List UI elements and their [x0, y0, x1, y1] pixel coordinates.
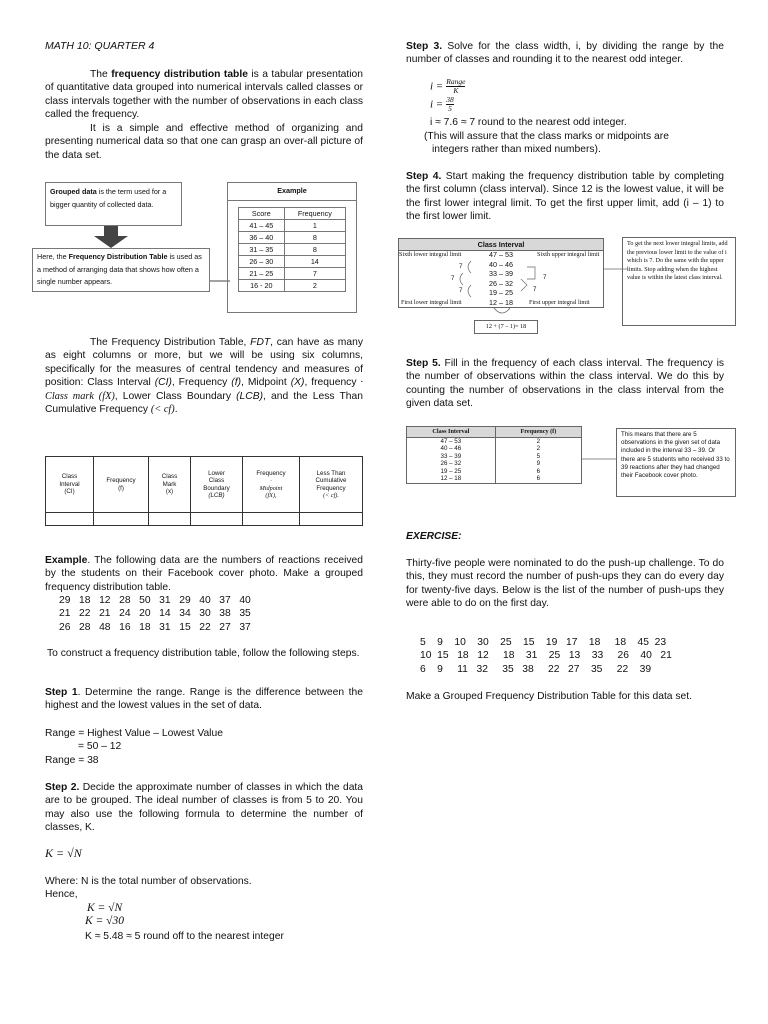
step5-connector	[582, 456, 616, 462]
page-title: MATH 10: QUARTER 4	[45, 40, 155, 52]
data-row: 26 28 48 16 18 31 15 22 27 37	[59, 621, 251, 633]
class-interval-item: 26 – 32	[489, 278, 513, 288]
frequency-cell: 1	[284, 220, 345, 232]
interval-cell: 47 – 53	[407, 437, 496, 445]
table-row	[407, 468, 582, 476]
step-seven: 7	[533, 286, 537, 293]
frequency-cell: 9	[495, 460, 581, 468]
k-result: K ≈ 5.48 ≈ 5 round off to the nearest integer	[85, 931, 284, 942]
fdt-explain-box: Here, the Frequency Distribution Table is used as a method of arranging data that shows how often a single number appears.	[32, 248, 210, 292]
score-cell: 36 – 40	[239, 232, 285, 244]
frequency-header: Frequency	[284, 208, 345, 220]
table-row	[239, 256, 346, 268]
first-upper-label: First upper integral limit	[529, 299, 590, 306]
score-cell: 21 – 25	[239, 268, 285, 280]
frequency-cell: 2	[495, 445, 581, 453]
class-interval-item: 40 – 46	[489, 259, 513, 269]
intro-paragraph-2: It is a simple and effective method of organizing and presenting numerical data so that one can grasp an over-all picture of the data set.	[45, 123, 363, 161]
step4-note-box: To get the next lower integral limits, add the previous lower limit to the value of i which is 7. Do the same with the upper limits. Stop adding when the highest value is within the latest class interval.	[622, 237, 736, 326]
class-interval-header: Class Interval	[399, 239, 603, 251]
sixth-lower-label: Sixth lower integral limit	[399, 251, 462, 258]
example-title: Example	[228, 183, 356, 201]
data-row: 10 15 18 12 18 31 25 13 33 26 40 21	[420, 650, 672, 662]
note-connector	[604, 258, 624, 276]
step3-paragraph: Step 3. Solve for the class width, i, by dividing the range by the number of classes and rounding it to the nearest odd integer.	[406, 41, 724, 66]
frequency-header: Frequency (f)	[495, 427, 581, 438]
step2-paragraph: Step 2. Decide the approximate number of classes in which the data are to be grouped. The ideal number of classes is from 5 to 20. You may also use the following formula to determine the number of classes, K.	[45, 782, 364, 834]
step-seven: 7	[543, 274, 547, 281]
frequency-cell: 8	[284, 232, 345, 244]
score-cell: 26 – 30	[239, 256, 285, 268]
exercise-title: EXERCISE:	[406, 531, 462, 542]
step-seven: 7	[459, 263, 463, 270]
class-interval-item: 12 – 18	[489, 297, 513, 307]
table-row	[407, 460, 582, 468]
interval-header: Class Interval	[407, 427, 496, 438]
hence-text: Hence,	[45, 889, 78, 900]
exercise-data	[420, 636, 672, 676]
step-seven: 7	[459, 287, 463, 294]
table-row	[407, 475, 582, 483]
data-row: 6 9 11 32 35 38 22 27 35 22 39	[420, 663, 652, 675]
fdt-description: The Frequency Distribution Table, FDT, can have as many as eight columns or more, but we will be using six columns, specifically for the measures of central tendency and measures of position: Class Interval (CI), Frequency (f), Midpoint (X), frequency · Class mark (fX), Lower Class Boundary (LCB), and the Less Than Cumulative Frequency (< cf).	[45, 337, 363, 416]
i-note: (This will assure that the class marks or midpoints are integers rather than mixed numbers).	[424, 131, 669, 156]
col-frequency: Frequency (f)	[94, 457, 149, 513]
intro-paragraph: The frequency distribution table is a tabular presentation of quantitative data grouped into numerical intervals called classes or class intervals together with the number of observations in each class called the frequency.	[45, 69, 364, 121]
interval-cell: 33 – 39	[407, 453, 496, 461]
table-row	[407, 437, 582, 445]
table-row	[239, 220, 346, 232]
data-row: 29 18 12 28 50 31 29 40 37 40	[59, 595, 251, 606]
col-class-interval: Class Interval (CI)	[46, 457, 94, 513]
score-cell: 41 – 45	[239, 220, 285, 232]
frequency-cell: 6	[495, 468, 581, 476]
col-less-than-cf: Less Than Cumulative Frequency (< cf).	[300, 457, 363, 513]
score-table	[238, 207, 346, 292]
range-result: Range = 38	[45, 755, 99, 766]
bracket-lines	[399, 239, 605, 309]
k-formula: K = √N	[45, 846, 82, 860]
score-header: Score	[239, 208, 285, 220]
frequency-cell: 2	[495, 437, 581, 445]
class-interval-item: 19 – 25	[489, 288, 513, 298]
exercise-task: Make a Grouped Frequency Distribution Table for this data set.	[406, 691, 692, 702]
i-formula-2: i = $\frac{38}{5}$	[430, 95, 454, 113]
term-fdt: frequency distribution table	[111, 69, 248, 80]
first-lower-label: First lower integral limit	[401, 299, 462, 306]
table-row	[407, 453, 582, 461]
class-interval-diagram	[398, 238, 604, 308]
step4-paragraph: Step 4. Start making the frequency distribution table by completing the first column (class interval). Since 12 is the lowest value, it will be the first lower integral limit. To get the first upper limit, add (i – 1) to the first lower limit.	[406, 171, 724, 223]
step1-paragraph: Step 1. Determine the range. Range is the difference between the highest and the lowest values in the set of data.	[45, 687, 363, 712]
frequency-table	[406, 426, 582, 484]
frequency-cell: 5	[495, 453, 581, 461]
col-class-mark: Class Mark (x)	[149, 457, 191, 513]
fdt-columns-table	[45, 456, 363, 526]
class-interval-item: 47 – 53	[489, 250, 513, 259]
table-row	[239, 244, 346, 256]
col-lower-boundary: Lower Class Boundary (LCB)	[191, 457, 243, 513]
example-paragraph: Example. The following data are the numbers of reactions received by the students on their Facebook cover photo. Make a grouped frequency distribution table.	[45, 555, 363, 593]
sixth-upper-label: Sixth upper integral limit	[537, 251, 600, 258]
step5-paragraph: Step 5. Fill in the frequency of each class interval. The frequency is the number of observations within the class interval. We do this by counting the number of observations in the class interval from the given data set.	[406, 358, 725, 410]
construct-paragraph: To construct a frequency distribution table, follow the following steps.	[47, 648, 360, 659]
data-row: 5 9 10 30 25 15 19 17 18 18 45 23	[420, 637, 667, 648]
table-row	[239, 268, 346, 280]
interval-cell: 19 – 25	[407, 468, 496, 476]
interval-cell: 40 – 46	[407, 445, 496, 453]
exercise-paragraph: Thirty-five people were nominated to do the push-up challenge. To do this, they must record the number of push-ups they can do every day for twenty-five days. Below is the list of the number of push-ups they were able to do on the first day.	[406, 558, 724, 610]
step5-note-box: This means that there are 5 observations in the given set of data included in the interval 33 – 39. Or there are 5 students who received 33 to 39 reactions after they had changed their Facebook cover photo.	[616, 428, 736, 497]
frequency-cell: 14	[284, 256, 345, 268]
i-approx: i ≈ 7.6 ≈ 7 round to the nearest odd integer.	[430, 117, 627, 128]
table-row	[407, 445, 582, 453]
where-text: Where: N is the total number of observations.	[45, 876, 252, 887]
grouped-data-box: Grouped data is the term used for a bigger quantity of collected data.	[45, 182, 182, 226]
class-interval-item: 33 – 39	[489, 269, 513, 279]
score-cell: 16 - 20	[239, 280, 285, 292]
calc-box: 12 + (7 – 1)= 18	[474, 320, 538, 334]
table-row	[239, 232, 346, 244]
example-figure	[227, 182, 357, 313]
frequency-cell: 7	[284, 268, 345, 280]
frequency-cell: 6	[495, 475, 581, 483]
i-formula-1: i = $\frac{\text{Range}}{K}$	[430, 77, 466, 95]
frequency-cell: 8	[284, 244, 345, 256]
data-row: 21 22 21 24 20 14 34 30 38 35	[59, 608, 251, 620]
range-formula: Range = Highest Value – Lowest Value	[45, 728, 223, 739]
k-formula-1: K = √N	[87, 902, 123, 914]
k-formula-2: K = √30	[85, 915, 124, 927]
example-data	[59, 594, 251, 634]
step-seven: 7	[451, 275, 455, 282]
table-row	[239, 280, 346, 292]
col-frequency-midpoint: Frequency · Midpoint (fX),	[243, 457, 300, 513]
interval-cell: 26 – 32	[407, 460, 496, 468]
frequency-cell: 2	[284, 280, 345, 292]
score-cell: 31 – 35	[239, 244, 285, 256]
interval-cell: 12 – 18	[407, 475, 496, 483]
range-calc: = 50 – 12	[78, 741, 122, 752]
